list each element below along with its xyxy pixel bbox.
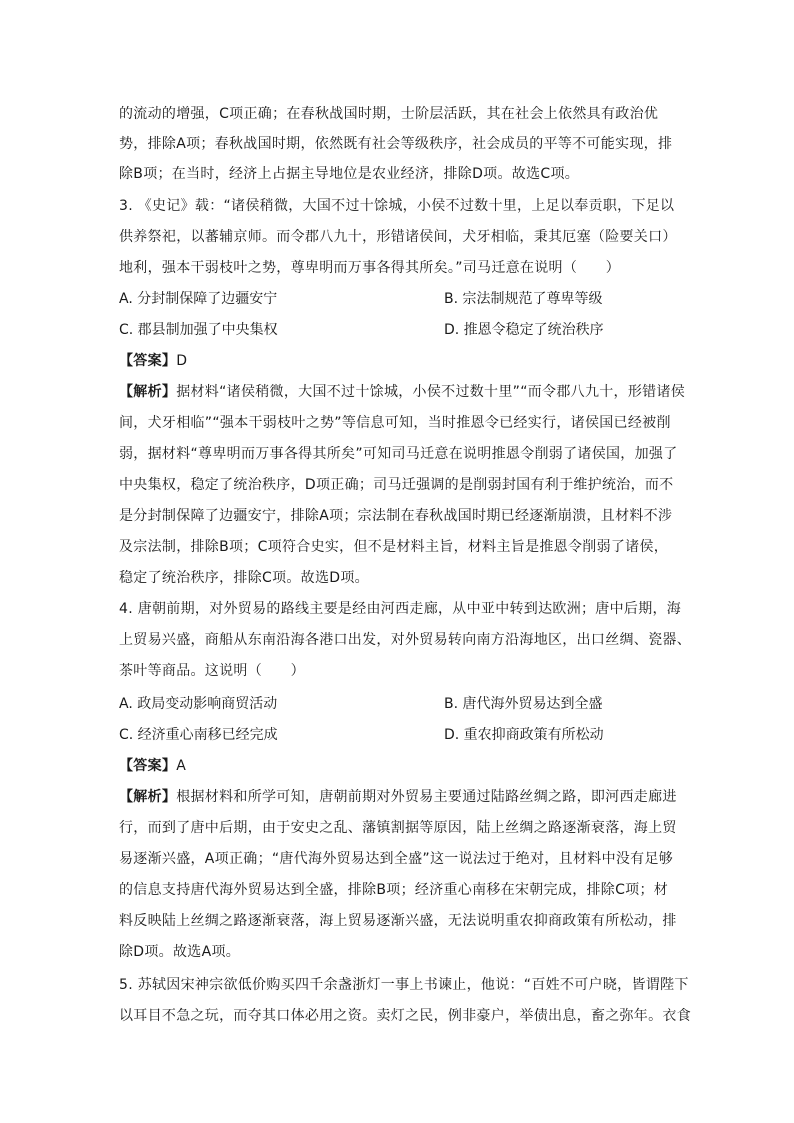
q4-analysis-line-5: 料反映陆上丝绸之路逐渐衰落，海上贸易逐渐兴盛，无法说明重农抑商政策有所松动，排 (119, 913, 677, 929)
q3-option-a: A. 分封制保障了边疆安宁 (119, 291, 278, 307)
q3-analysis-line-2: 间，犬牙相临”“强本干弱枝叶之势”等信息可知，当时推恩令已经实行，诸侯国已经被削 (119, 415, 671, 431)
q3-option-b: B. 宗法制规范了尊卑等级 (444, 291, 603, 307)
q4-stem-line-3: 茶叶等商品。这说明（ ） (119, 663, 305, 679)
q4-answer-value: A (176, 758, 187, 774)
q4-analysis-line-3: 易逐渐兴盛，A项正确；“唐代海外贸易达到全盛”这一说法过于绝对，且材料中没有足够 (119, 851, 674, 867)
q4-analysis-line-2: 行，而到了唐中后期，由于安史之乱、藩镇割据等原因，陆上丝绸之路逐渐衰落，海上贸 (119, 820, 677, 836)
q4-option-a: A. 政局变动影响商贸活动 (119, 696, 278, 712)
q3-analysis-tag: 【解析】 (119, 384, 177, 400)
q4-option-d: D. 重农抑商政策有所松动 (444, 727, 604, 743)
q4-analysis-line-1 (119, 787, 677, 807)
q3-stem-line-2: 供养祭祀，以蕃辅京师。而令郡八九十，形错诸侯间，犬牙相临，秉其厄塞（险要关口） (119, 229, 677, 245)
q4-answer-tag: 【答案】 (119, 758, 177, 774)
q4-analysis-tag: 【解析】 (119, 789, 177, 805)
q3-analysis-line-7: 稳定了统治秩序，排除C项。故选D项。 (119, 570, 369, 586)
q4-analysis-line-4: 的信息支持唐代海外贸易达到全盛，排除B项；经济重心南移在宋朝完成，排除C项；材 (119, 882, 669, 898)
q2-analysis-line-2: 势，排除A项；春秋战国时期，依然既有社会等级秩序，社会成员的平等不可能实现，排 (119, 136, 673, 152)
q2-analysis-line-1: 的流动的增强，C项正确；在春秋战国时期，士阶层活跃，其在社会上依然具有政治优 (119, 106, 659, 122)
q4-option-b: B. 唐代海外贸易达到全盛 (444, 696, 603, 712)
q5-stem-line-1: 5. 苏轼因宋神宗欲低价购买四千余盏浙灯一事上书谏止，他说：“百姓不可户晓，皆谓陛下 (119, 977, 689, 993)
q3-analysis-line-4: 中央集权，稳定了统治秩序，D项正确；司马迁强调的是削弱封国有利于维护统治，而不 (119, 477, 674, 493)
q3-stem-line-3: 地利，强本干弱枝叶之势，尊卑明而万事各得其所矣。”司马迁意在说明（ ） (119, 260, 621, 276)
q3-analysis-line-3: 弱，据材料“尊卑明而万事各得其所矣”可知司马迁意在说明推恩令削弱了诸侯国，加强了 (119, 446, 678, 462)
q4-option-c: C. 经济重心南移已经完成 (119, 727, 278, 743)
q4-answer (119, 756, 186, 776)
q3-analysis-line-6: 及宗法制，排除B项；C项符合史实，但不是材料主旨，材料主旨是推恩令削弱了诸侯， (119, 539, 669, 555)
q3-option-d: D. 推恩令稳定了统治秩序 (444, 322, 604, 338)
q3-analysis-line-5: 是分封制保障了边疆安宁，排除A项；宗法制在春秋战国时期已经逐渐崩溃，且材料不涉 (119, 508, 673, 524)
q3-answer (119, 351, 187, 371)
q4-stem-line-2: 上贸易兴盛，商船从东南沿海各港口出发，对外贸易转向南方沿海地区，出口丝绸、瓷器、 (119, 632, 691, 648)
q3-answer-tag: 【答案】 (119, 353, 177, 369)
q4-analysis-line-6: 除D项。故选A项。 (119, 944, 241, 960)
q4-stem-line-1: 4. 唐朝前期，对外贸易的路线主要是经由河西走廊，从中亚中转到达欧洲；唐中后期，海 (119, 601, 682, 617)
q3-stem-line-1: 3. 《史记》载：“诸侯稍微，大国不过十馀城，小侯不过数十里，上足以奉贡职，下足以 (119, 198, 675, 214)
q5-stem-line-2: 以耳目不急之玩，而夺其口体必用之资。卖灯之民，例非豪户，举债出息，畜之弥年。衣食 (119, 1008, 691, 1024)
q2-analysis-line-3: 除B项；在当时，经济上占据主导地位是农业经济，排除D项。故选C项。 (119, 166, 580, 182)
q3-option-c: C. 郡县制加强了中央集权 (119, 322, 278, 338)
q3-analysis-first: 据材料“诸侯稍微，大国不过十馀城，小侯不过数十里”“而令郡八九十，形错诸侯 (176, 384, 686, 400)
q4-analysis-first: 根据材料和所学可知，唐朝前期对外贸易主要通过陆路丝绸之路，即河西走廊进 (176, 789, 677, 805)
q3-answer-value: D (176, 353, 188, 369)
q3-analysis-line-1 (119, 382, 685, 402)
